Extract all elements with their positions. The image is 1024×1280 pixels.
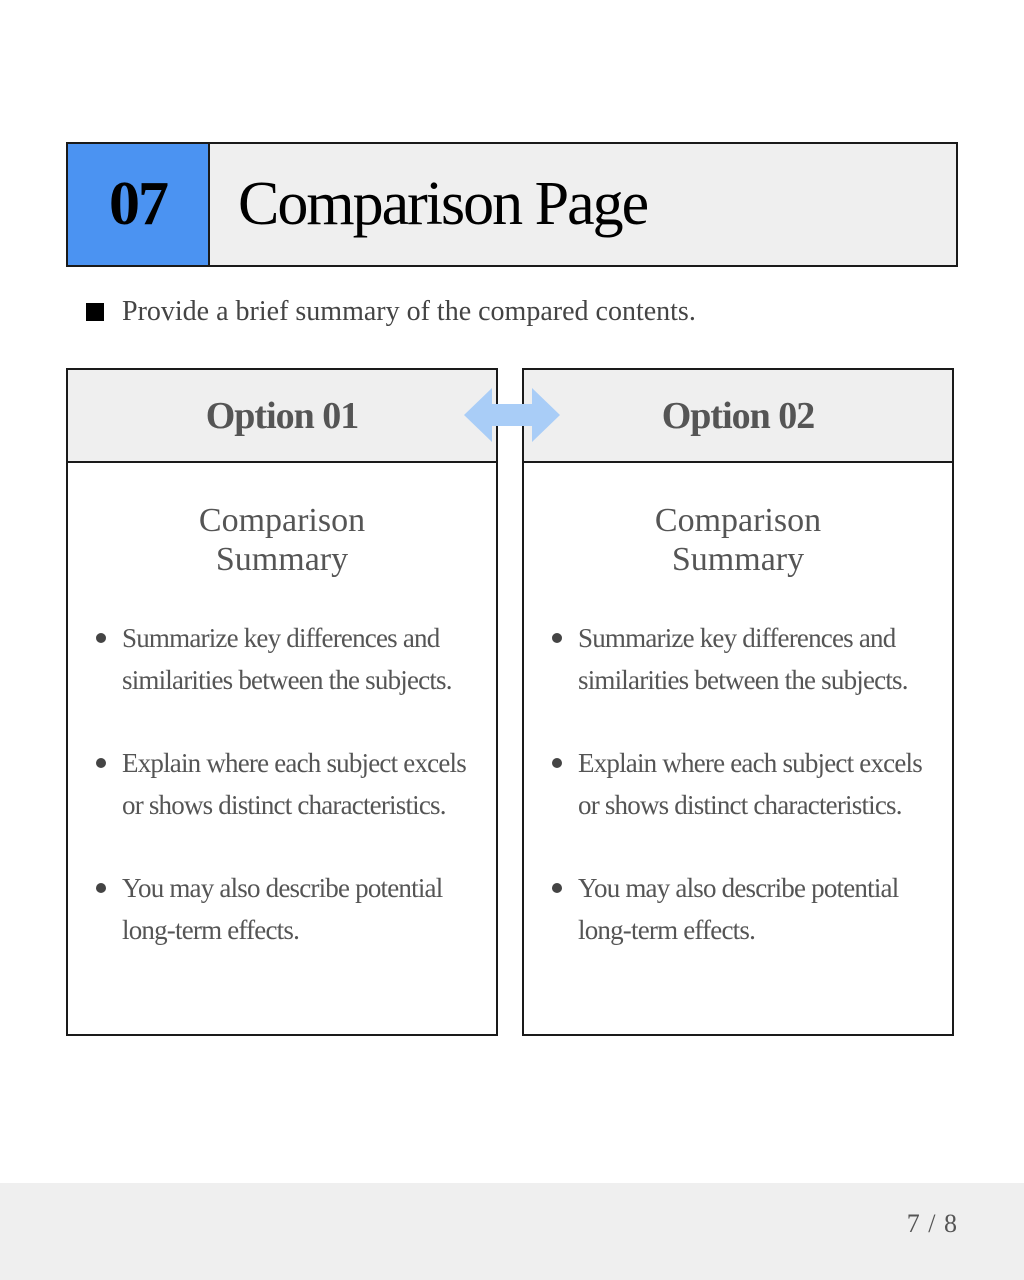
bullet-dot-icon (552, 633, 562, 643)
list-item (550, 742, 940, 826)
section-number: 07 (68, 144, 210, 265)
option-card-1 (66, 368, 498, 1036)
option-subtitle: Comparison Summary (198, 502, 366, 578)
summary-line (86, 296, 696, 328)
page-number: 7 / 8 (906, 1209, 958, 1238)
square-bullet-icon (86, 303, 104, 321)
list-item (550, 867, 940, 951)
list-item (550, 617, 940, 701)
bullet-dot-icon (96, 758, 106, 768)
page-footer (0, 1183, 1024, 1280)
list-item-text: Summarize key differences and similarities between the subjects. (578, 623, 908, 695)
summary-text: Provide a brief summary of the compared contents. (122, 296, 696, 327)
option-title: Option 01 (68, 370, 496, 463)
option-bullet-list (68, 617, 496, 951)
list-item (94, 617, 484, 701)
option-bullet-list (524, 617, 952, 951)
bullet-dot-icon (552, 758, 562, 768)
option-title: Option 02 (524, 370, 952, 463)
bullet-dot-icon (96, 883, 106, 893)
double-arrow-icon (462, 386, 562, 444)
page-header (66, 142, 958, 267)
bullet-dot-icon (552, 883, 562, 893)
option-subtitle: Comparison Summary (654, 502, 822, 578)
list-item-text: Explain where each subject excels or shows distinct characteristics. (122, 748, 466, 820)
option-card-2 (522, 368, 954, 1036)
page-title: Comparison Page (238, 170, 648, 238)
list-item (94, 742, 484, 826)
list-item-text: You may also describe potential long-term effects. (122, 873, 443, 945)
list-item (94, 867, 484, 951)
list-item-text: Summarize key differences and similarities between the subjects. (122, 623, 452, 695)
list-item-text: You may also describe potential long-term effects. (578, 873, 899, 945)
bullet-dot-icon (96, 633, 106, 643)
list-item-text: Explain where each subject excels or shows distinct characteristics. (578, 748, 922, 820)
